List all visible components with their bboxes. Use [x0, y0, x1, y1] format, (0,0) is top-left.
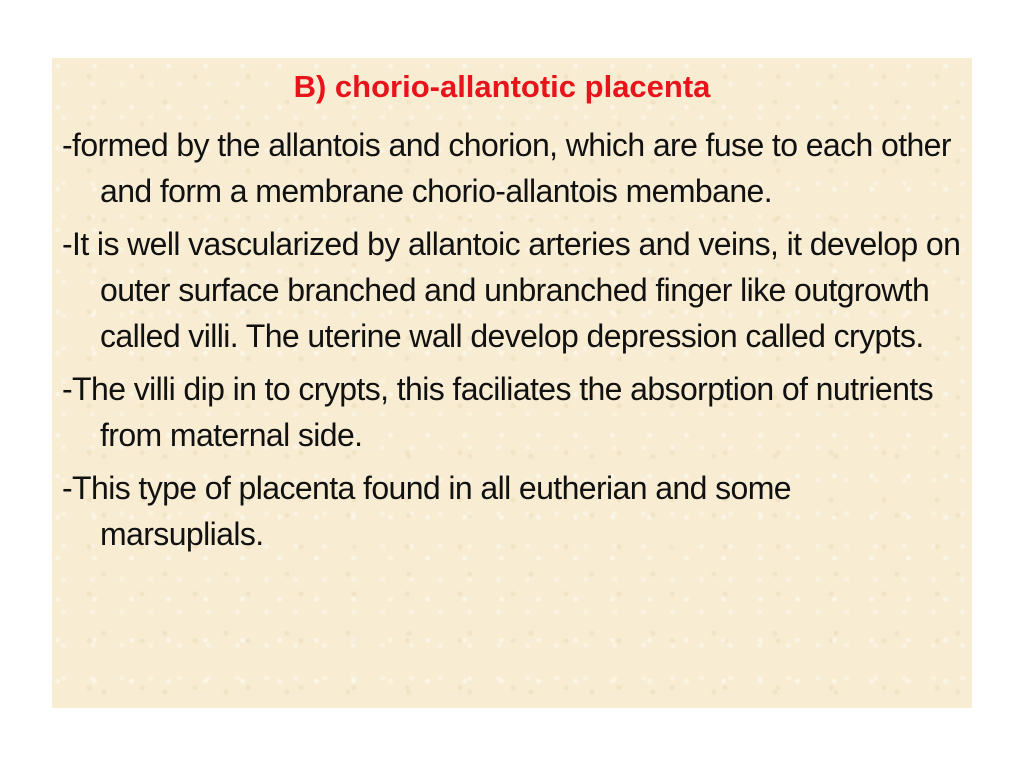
bullet-item-placenta-type: -This type of placenta found in all eutherian and some marsuplials.	[62, 470, 791, 552]
bullet-item-vascularization: -It is well vascularized by allantoic arteries and veins, it develop on outer surface branched and unbranched finger like outgrowth called villi. The uterine wall develop depression called crypts.	[62, 226, 961, 354]
bullet-list	[62, 122, 962, 564]
bullet-item-allantois-chorion: -formed by the allantois and chorion, which are fuse to each other and form a membrane chorio-allantois membane.	[62, 127, 951, 209]
bullet-item-villi-crypts: -The villi dip in to crypts, this faciliates the absorption of nutrients from maternal side.	[62, 371, 934, 453]
slide-title: B) chorio-allantotic placenta	[293, 69, 711, 104]
